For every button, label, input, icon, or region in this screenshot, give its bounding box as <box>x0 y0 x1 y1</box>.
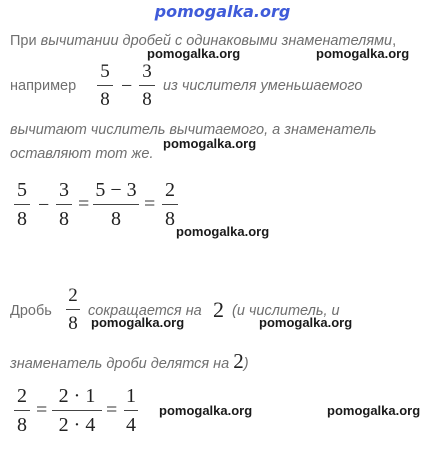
fraction-numerator: 3 <box>142 61 152 82</box>
fraction-denominator: 8 <box>100 89 110 110</box>
intro-line-3: вычитают числитель вычитаемого, а знаменатель <box>10 122 377 138</box>
fraction-numerator: 5 <box>17 179 27 201</box>
eq1-fraction-5-minus-3-over-8 <box>93 180 139 229</box>
fraction-numerator: 5 <box>100 61 110 82</box>
eq2-fraction-2-8 <box>10 386 34 435</box>
intro-line-2: из числителя уменьшаемого <box>163 78 363 94</box>
intro-rule-text: вычитании дробей с одинаковыми знаменателями <box>40 33 393 49</box>
fraction-numerator: 2 <box>165 179 175 201</box>
fraction-bar <box>162 204 178 205</box>
fraction-numerator: 3 <box>59 179 69 201</box>
intro-prefix: При <box>10 33 41 49</box>
watermark: pomogalka.org <box>327 403 421 418</box>
eq1-fraction-3-8 <box>52 180 76 229</box>
reduction-text: сокращается на <box>88 303 202 319</box>
fraction-numerator: 5 − 3 <box>95 179 137 201</box>
fraction-bar <box>66 309 80 310</box>
fraction-bar <box>139 85 155 86</box>
equals-sign: = <box>36 399 48 421</box>
reduction-paren-text: (и числитель, и <box>232 303 340 319</box>
site-title: pomogalka.org <box>154 2 291 21</box>
watermark: pomogalka.org <box>159 403 253 418</box>
minus-sign: − <box>38 194 50 216</box>
minus-sign: − <box>121 75 133 97</box>
fraction-numerator: 2 · 1 <box>58 385 96 407</box>
fraction-bar <box>14 410 30 411</box>
fraction-bar <box>14 204 30 205</box>
fraction-bar <box>124 410 138 411</box>
watermark: pomogalka.org <box>91 315 185 330</box>
reduction-factor: 2 <box>213 297 224 322</box>
watermark: pomogalka.org <box>163 136 257 151</box>
equals-sign: = <box>144 193 156 215</box>
reduction-fraction-2-8 <box>63 286 83 333</box>
eq2-fraction-1-4 <box>121 386 141 435</box>
fraction-numerator: 2 <box>17 385 27 407</box>
reduction-word: Дробь <box>10 303 52 319</box>
fraction-bar <box>56 204 72 205</box>
fraction-bar <box>93 204 139 205</box>
example-fraction-5-8 <box>94 62 116 109</box>
fraction-denominator: 8 <box>142 89 152 110</box>
fraction-bar <box>97 85 113 86</box>
fraction-denominator: 8 <box>17 208 27 230</box>
fraction-denominator: 8 <box>165 208 175 230</box>
watermark: pomogalka.org <box>259 315 353 330</box>
fraction-denominator: 8 <box>68 313 78 334</box>
watermark: pomogalka.org <box>316 46 410 61</box>
reduction-line-2 <box>10 349 249 374</box>
fraction-denominator: 8 <box>111 208 121 230</box>
example-fraction-3-8 <box>136 62 158 109</box>
reduction-line-2-factor: 2 <box>233 349 244 373</box>
eq1-fraction-2-8 <box>159 180 181 229</box>
equals-sign: = <box>106 399 118 421</box>
fraction-denominator: 2 · 4 <box>58 414 96 436</box>
fraction-numerator: 2 <box>68 285 78 306</box>
reduction-line-2-close: ) <box>243 356 249 372</box>
reduction-line-2-text: знаменатель дроби делятся на <box>10 356 230 372</box>
watermark: pomogalka.org <box>176 224 270 239</box>
fraction-bar <box>52 410 102 411</box>
fraction-denominator: 8 <box>17 414 27 436</box>
intro-comma: , <box>392 33 397 49</box>
eq1-fraction-5-8 <box>10 180 34 229</box>
eq2-fraction-product <box>51 386 103 435</box>
fraction-numerator: 1 <box>126 385 136 407</box>
fraction-denominator: 8 <box>59 208 69 230</box>
equals-sign: = <box>78 193 90 215</box>
fraction-denominator: 4 <box>126 414 136 436</box>
example-word: например <box>10 78 77 94</box>
intro-line-4: оставляют тот же. <box>10 146 154 162</box>
watermark: pomogalka.org <box>147 46 241 61</box>
